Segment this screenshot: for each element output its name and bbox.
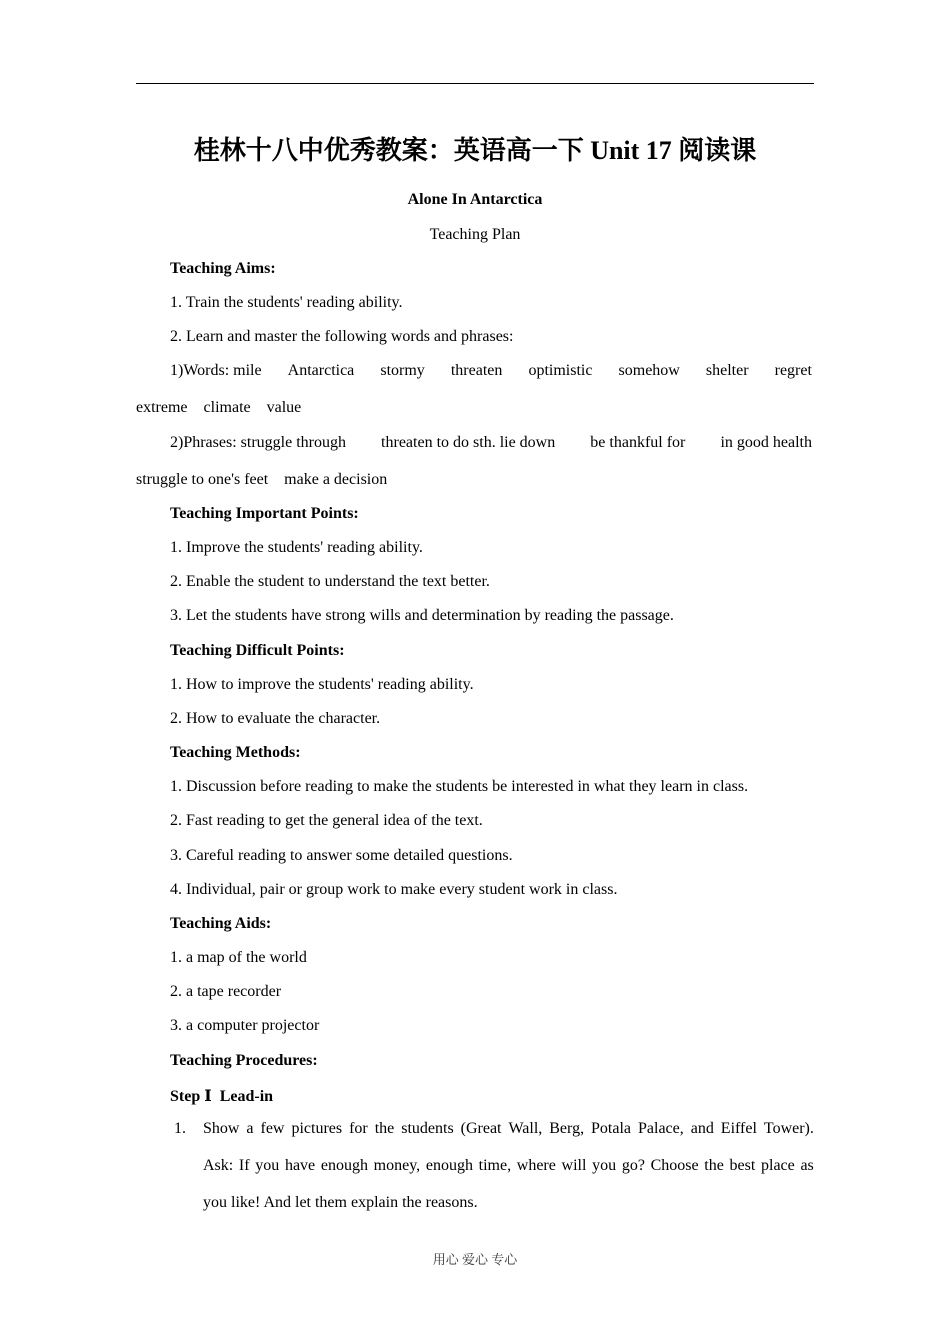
aids-heading: Teaching Aids: bbox=[170, 915, 272, 932]
word: enough bbox=[320, 1157, 368, 1174]
word: and bbox=[690, 1120, 714, 1137]
page-footer: 用心 爱心 专心 bbox=[432, 1252, 518, 1267]
words-prefix: 1)Words: mile bbox=[170, 362, 262, 379]
difficult-item: 1. How to improve the students' reading ability. bbox=[170, 676, 474, 693]
word: Berg, bbox=[549, 1120, 585, 1137]
phrase: threaten to do sth. lie down bbox=[381, 434, 556, 451]
word: pictures bbox=[291, 1120, 343, 1137]
word: Antarctica bbox=[287, 362, 355, 379]
word: best bbox=[729, 1157, 756, 1174]
word: shelter bbox=[705, 362, 749, 379]
word: place bbox=[761, 1157, 795, 1174]
procedure-line bbox=[203, 1157, 814, 1175]
word: Eiffel bbox=[720, 1120, 757, 1137]
word: for bbox=[349, 1120, 368, 1137]
step-heading: Step Ⅰ Lead-in bbox=[170, 1088, 274, 1105]
aids-item: 3. a computer projector bbox=[170, 1017, 320, 1034]
aims-item: 1. Train the students' reading ability. bbox=[170, 294, 403, 311]
word: as bbox=[800, 1157, 814, 1174]
word: regret bbox=[774, 362, 812, 379]
word: money, bbox=[373, 1157, 421, 1174]
word: go? bbox=[621, 1157, 645, 1174]
phrase: 2)Phrases: struggle through bbox=[170, 434, 346, 451]
header-rule bbox=[136, 83, 814, 84]
word: stormy bbox=[380, 362, 425, 379]
important-item: 3. Let the students have strong wills and determination by reading the passage. bbox=[170, 607, 674, 624]
page-title: 桂林十八中优秀教案：英语高一下 Unit 17 阅读课 bbox=[193, 136, 757, 165]
word: the bbox=[374, 1120, 395, 1137]
difficult-heading: Teaching Difficult Points: bbox=[170, 642, 345, 659]
word: a bbox=[246, 1120, 254, 1137]
important-item: 1. Improve the students' reading ability. bbox=[170, 539, 423, 556]
word: students bbox=[401, 1120, 454, 1137]
phrases-line-continued: struggle to one's feet make a decision bbox=[136, 471, 388, 488]
aids-item: 1. a map of the world bbox=[170, 949, 307, 966]
word: threaten bbox=[450, 362, 503, 379]
important-heading: Teaching Important Points: bbox=[170, 505, 359, 522]
procedure-line bbox=[203, 1120, 814, 1138]
methods-item: 1. Discussion before reading to make the students be interested in what they learn in class. bbox=[170, 778, 749, 795]
word: have bbox=[284, 1157, 316, 1174]
word: Ask: bbox=[203, 1157, 234, 1174]
word: few bbox=[260, 1120, 285, 1137]
word: somehow bbox=[618, 362, 680, 379]
word: the bbox=[704, 1157, 724, 1174]
methods-item: 2. Fast reading to get the general idea of the text. bbox=[170, 812, 483, 829]
word: (Great bbox=[460, 1120, 502, 1137]
word: Palace, bbox=[638, 1120, 684, 1137]
lesson-title: Alone In Antarctica bbox=[407, 191, 543, 208]
methods-item: 3. Careful reading to answer some detailed questions. bbox=[170, 847, 513, 864]
word: where bbox=[516, 1157, 556, 1174]
methods-item: 4. Individual, pair or group work to make every student work in class. bbox=[170, 881, 618, 898]
phrase: in good health bbox=[720, 434, 812, 451]
word: will bbox=[561, 1157, 587, 1174]
procedure-line: you like! And let them explain the reasons. bbox=[203, 1194, 478, 1211]
word: optimistic bbox=[528, 362, 593, 379]
list-number: 1. bbox=[174, 1120, 186, 1137]
important-item: 2. Enable the student to understand the text better. bbox=[170, 573, 490, 590]
word: Wall, bbox=[508, 1120, 543, 1137]
word: enough bbox=[425, 1157, 473, 1174]
word: time, bbox=[478, 1157, 512, 1174]
word: you bbox=[255, 1157, 280, 1174]
word: Potala bbox=[591, 1120, 632, 1137]
word: Show bbox=[203, 1120, 240, 1137]
phrase: be thankful for bbox=[590, 434, 686, 451]
aims-item: 2. Learn and master the following words and phrases: bbox=[170, 328, 514, 345]
word: Tower). bbox=[763, 1120, 814, 1137]
word: If bbox=[238, 1157, 250, 1174]
word: Choose bbox=[650, 1157, 699, 1174]
methods-heading: Teaching Methods: bbox=[170, 744, 301, 761]
difficult-item: 2. How to evaluate the character. bbox=[170, 710, 381, 727]
words-line bbox=[170, 362, 812, 380]
aims-heading: Teaching Aims: bbox=[170, 260, 276, 277]
procedures-heading: Teaching Procedures: bbox=[170, 1052, 318, 1069]
plan-label: Teaching Plan bbox=[429, 226, 521, 243]
word: you bbox=[592, 1157, 617, 1174]
words-line-continued: extreme climate value bbox=[136, 399, 302, 416]
aids-item: 2. a tape recorder bbox=[170, 983, 282, 1000]
phrases-line bbox=[170, 434, 812, 452]
